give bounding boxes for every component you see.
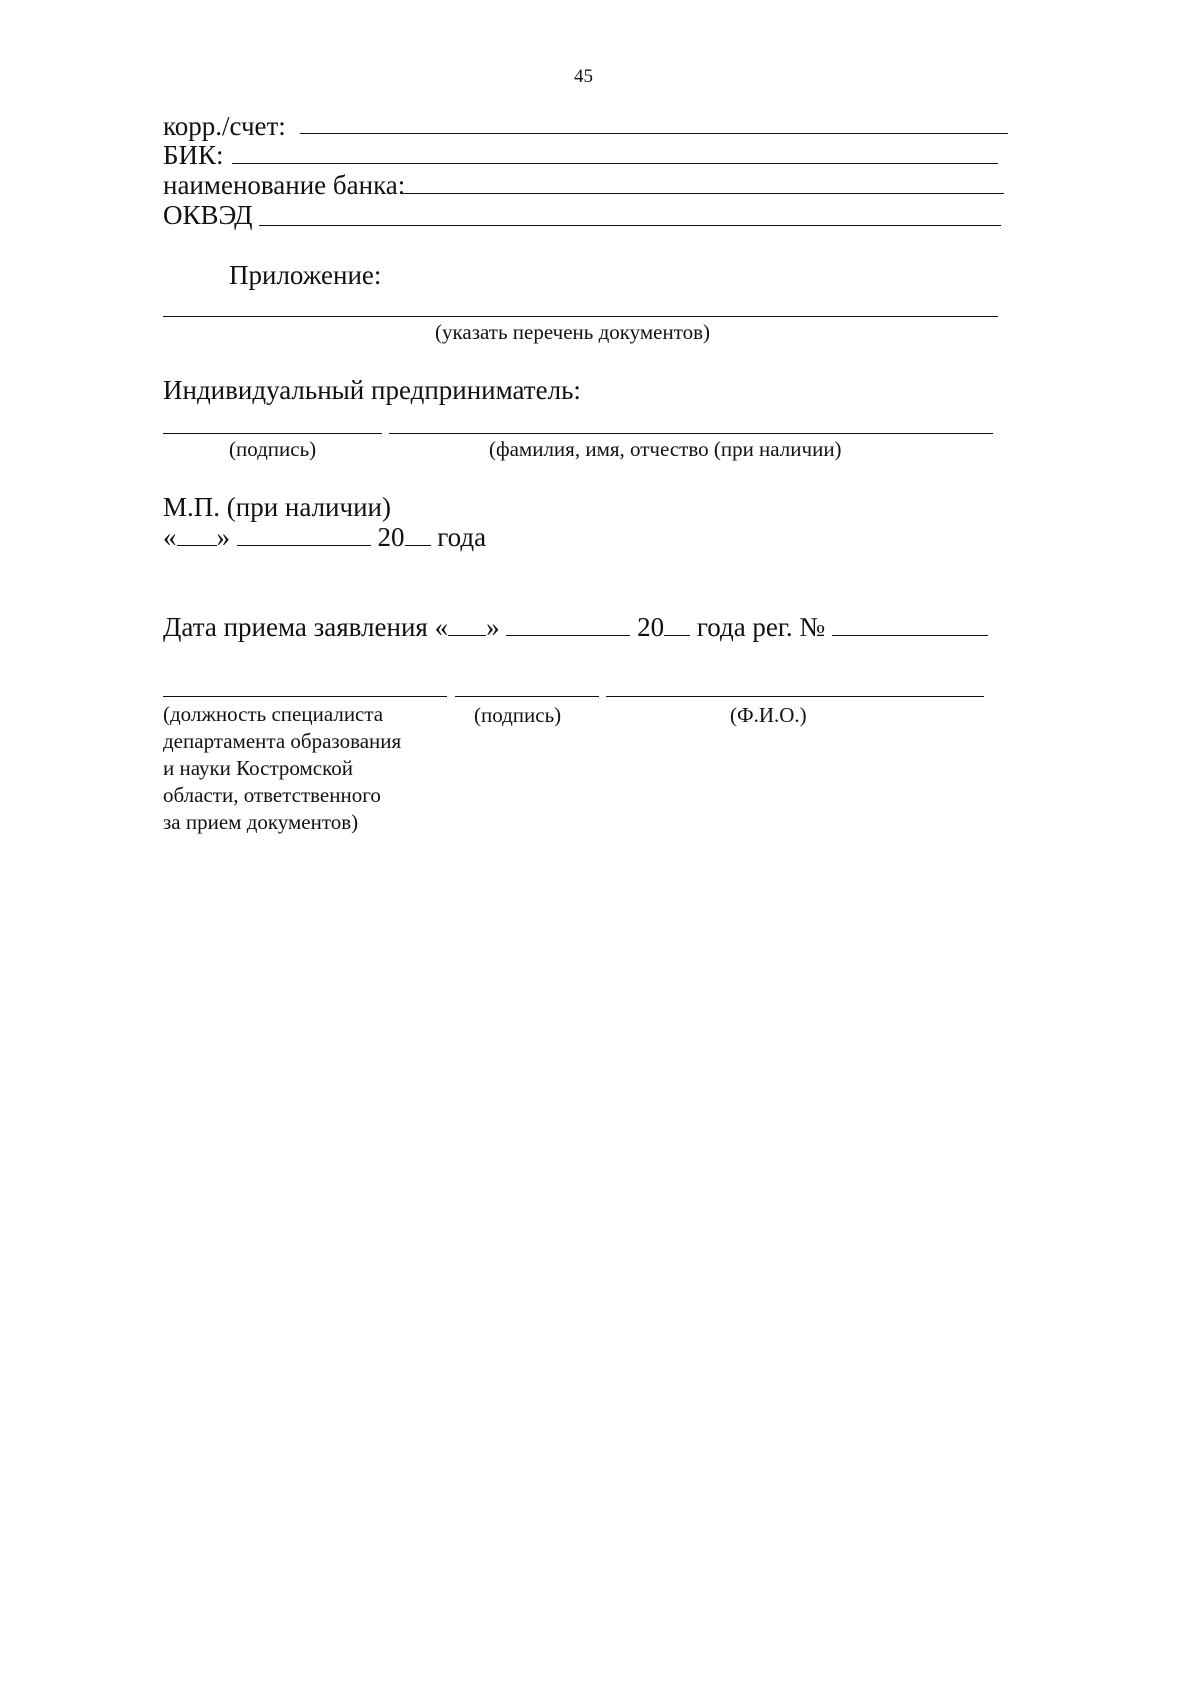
corr-account-label: корр./счет: <box>163 111 286 141</box>
receipt-year-prefix: 20 <box>637 612 665 642</box>
entrepreneur-signature-hint: (подпись) <box>229 437 317 461</box>
receipt-year-field[interactable] <box>664 615 690 636</box>
registration-number-field[interactable] <box>832 615 988 636</box>
receipt-quote-close: » <box>486 612 500 642</box>
seal-date-line <box>163 521 486 553</box>
seal-day-field[interactable] <box>177 525 217 546</box>
position-hint-line: области, ответственного <box>163 783 381 807</box>
year-prefix: 20 <box>377 522 405 552</box>
specialist-position-field[interactable] <box>163 696 447 697</box>
specialist-position-hint <box>163 701 401 836</box>
receipt-line <box>163 611 988 643</box>
okved-field[interactable] <box>259 225 1001 226</box>
okved-label: ОКВЭД <box>163 200 253 230</box>
bank-name-label: наименование банка: <box>163 170 406 200</box>
entrepreneur-label: Индивидуальный предприниматель: <box>163 375 581 405</box>
position-hint-line: и науки Костромской <box>163 756 353 780</box>
attachment-label: Приложение: <box>229 260 382 290</box>
bik-field[interactable] <box>232 163 998 164</box>
attachment-field[interactable] <box>163 316 998 317</box>
position-hint-line: за прием документов) <box>163 810 359 834</box>
specialist-signature-field[interactable] <box>455 696 599 697</box>
receipt-label: Дата приема заявления « <box>163 612 449 642</box>
bik-label: БИК: <box>163 140 224 170</box>
quote-close: » <box>216 522 230 552</box>
quote-open: « <box>163 522 177 552</box>
entrepreneur-name-field[interactable] <box>389 433 993 434</box>
receipt-year-suffix: года рег. № <box>696 612 826 642</box>
corr-account-field[interactable] <box>300 133 1008 134</box>
specialist-fio-field[interactable] <box>606 696 984 697</box>
bank-name-field[interactable] <box>403 193 1004 194</box>
year-suffix: года <box>437 522 487 552</box>
receipt-day-field[interactable] <box>448 615 486 636</box>
page-number: 45 <box>574 66 593 87</box>
specialist-fio-hint: (Ф.И.О.) <box>730 703 807 727</box>
position-hint-line: департамента образования <box>163 729 402 753</box>
entrepreneur-name-hint: (фамилия, имя, отчество (при наличии) <box>489 437 842 461</box>
seal-year-field[interactable] <box>405 525 431 546</box>
receipt-month-field[interactable] <box>506 615 630 636</box>
specialist-signature-hint: (подпись) <box>474 703 562 727</box>
entrepreneur-signature-field[interactable] <box>163 433 382 434</box>
attachment-hint: (указать перечень документов) <box>435 320 711 344</box>
seal-label: М.П. (при наличии) <box>163 492 391 522</box>
seal-month-field[interactable] <box>237 525 371 546</box>
position-hint-line: (должность специалиста <box>163 702 384 726</box>
